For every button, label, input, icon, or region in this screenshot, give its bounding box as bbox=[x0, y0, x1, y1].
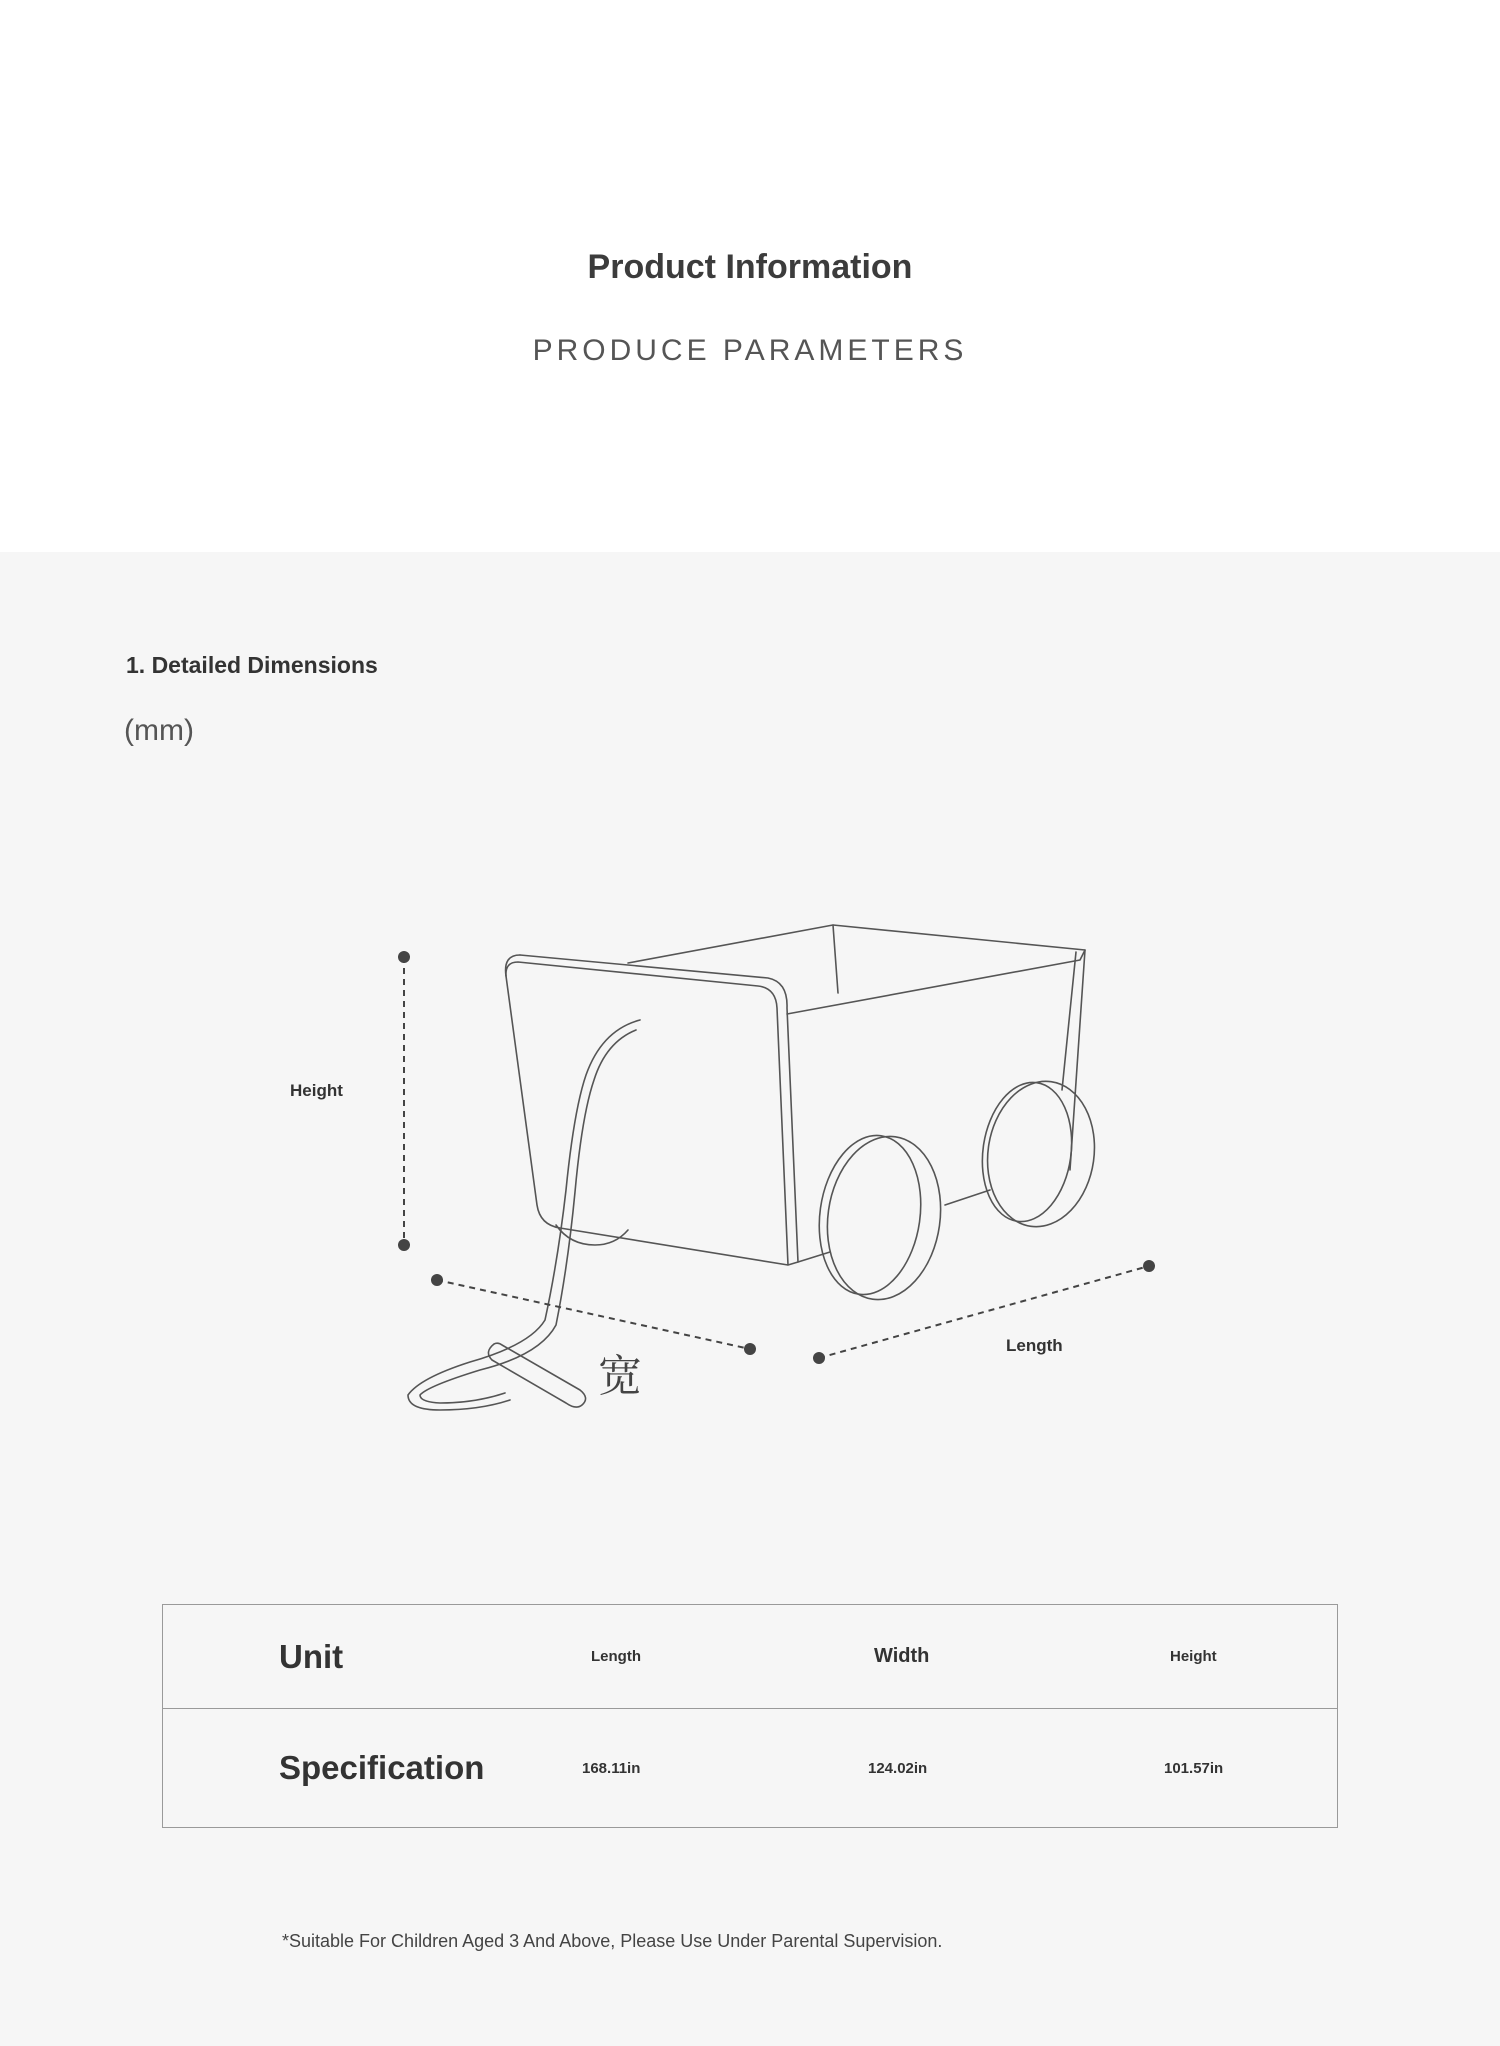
height-header: Height bbox=[1170, 1648, 1217, 1665]
height-value: 101.57in bbox=[1164, 1759, 1224, 1777]
height-dim-dot-top bbox=[398, 951, 410, 963]
length-header: Length bbox=[591, 1648, 641, 1665]
wagon-back-rim bbox=[628, 925, 1085, 1014]
section-title: 1. Detailed Dimensions bbox=[126, 652, 378, 678]
height-label: Height bbox=[290, 1081, 343, 1100]
wagon-front-panel bbox=[506, 955, 798, 1265]
wagon-illustration bbox=[0, 900, 1500, 1440]
width-dim-dot-left bbox=[431, 1274, 443, 1286]
length-dim-dot-right bbox=[1143, 1260, 1155, 1272]
wagon-right-wall bbox=[1062, 950, 1085, 1170]
table-row bbox=[163, 1709, 1337, 1827]
header-section bbox=[0, 0, 1500, 552]
length-value: 168.11in bbox=[582, 1759, 641, 1777]
wheel-back-left bbox=[556, 1225, 628, 1245]
spec-label: Specification bbox=[279, 1749, 485, 1786]
table-header-row bbox=[163, 1605, 1337, 1709]
wheel-front-outer bbox=[817, 1129, 951, 1307]
height-dim-dot-bottom bbox=[398, 1239, 410, 1251]
width-header: Width bbox=[874, 1645, 930, 1667]
pull-handle bbox=[488, 1343, 585, 1407]
length-label: Length bbox=[1006, 1336, 1063, 1355]
length-dim-line bbox=[819, 1266, 1149, 1358]
wheel-back-inner bbox=[974, 1077, 1081, 1228]
width-label: 宽 bbox=[598, 1352, 642, 1401]
width-dim-line bbox=[437, 1280, 750, 1349]
page-title: Product Information bbox=[587, 248, 913, 286]
wagon-back-edge bbox=[833, 925, 838, 993]
page-subtitle: PRODUCE PARAMETERS bbox=[532, 334, 968, 367]
spec-table bbox=[162, 1604, 1338, 1828]
unit-header: Unit bbox=[279, 1637, 344, 1675]
width-value: 124.02in bbox=[868, 1759, 928, 1777]
safety-note: *Suitable For Children Aged 3 And Above, Please Use Under Parental Supervision. bbox=[282, 1931, 943, 1951]
unit-label: (mm) bbox=[124, 714, 194, 747]
width-dim-dot-right bbox=[744, 1343, 756, 1355]
length-dim-dot-left bbox=[813, 1352, 825, 1364]
